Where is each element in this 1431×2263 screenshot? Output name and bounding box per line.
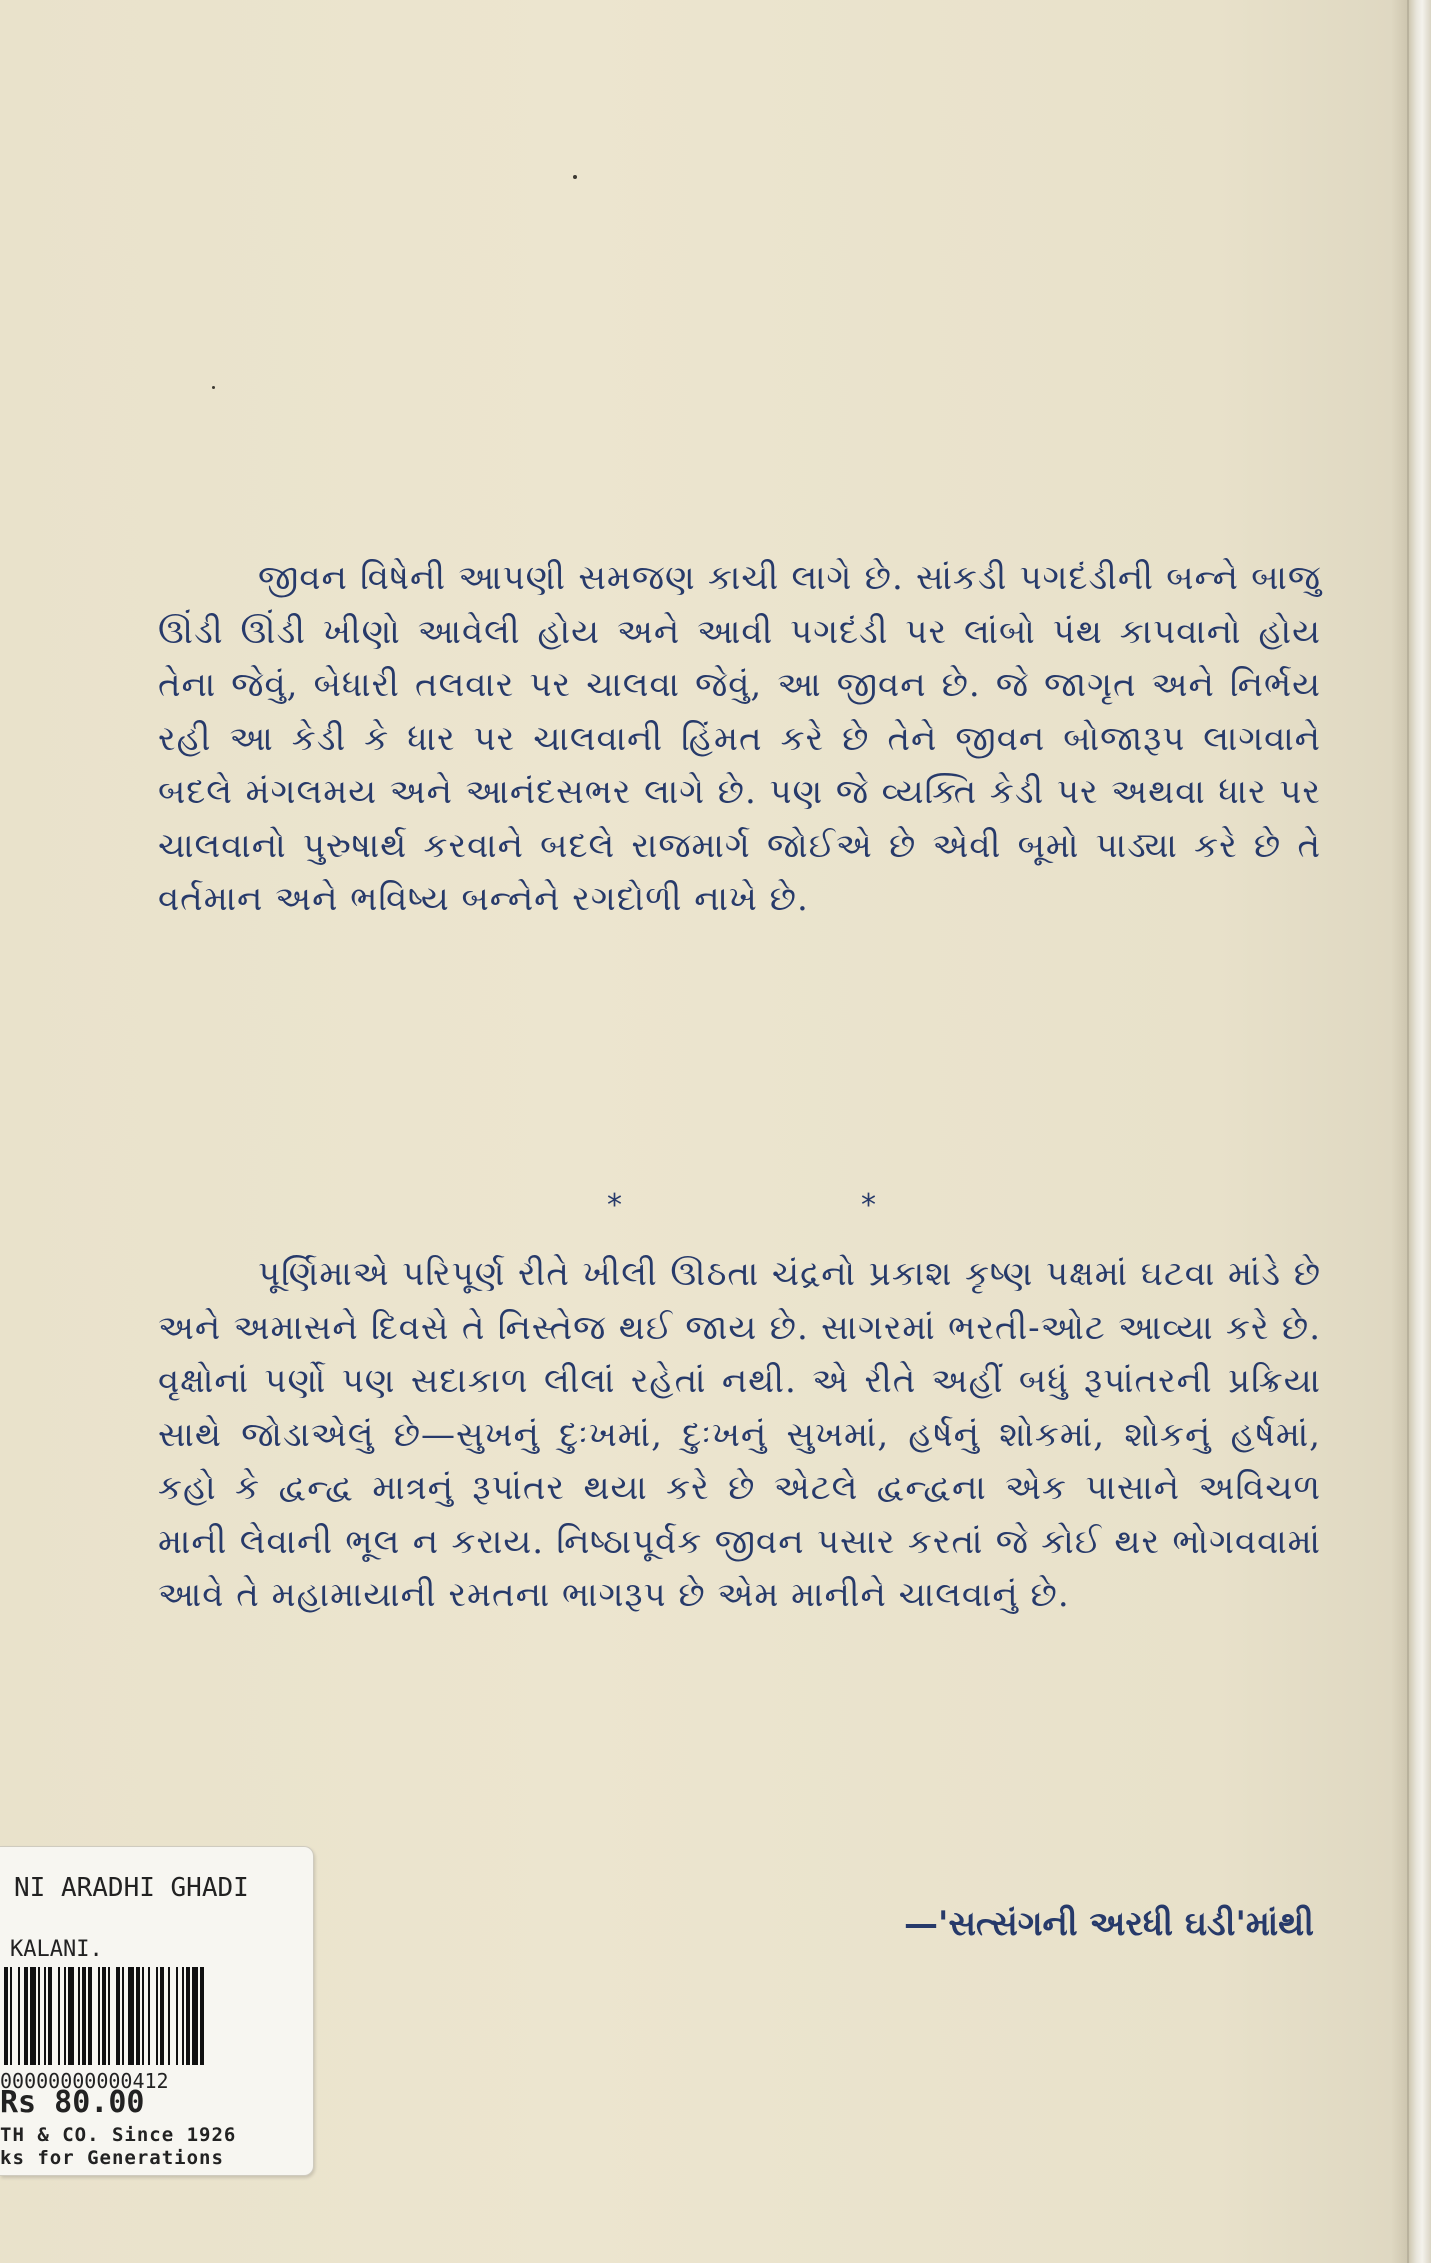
barcode-bar [64,1967,66,2065]
barcode-bar [24,1967,28,2065]
barcode-bar [136,1967,140,2065]
barcode-bar [10,1967,12,2065]
price-sticker [0,1846,314,2176]
barcode-bar [88,1967,92,2065]
barcode-bar [182,1967,184,2065]
barcode-bar [116,1967,120,2065]
barcode-bar [176,1967,178,2065]
barcode-bar [98,1967,100,2065]
barcode-bar [200,1967,204,2065]
barcode [0,1967,310,2065]
barcode-bar [30,1967,36,2065]
cover-spine-edge [1407,0,1431,2263]
publisher-tagline: ks for Generations [0,2147,224,2169]
barcode-bar [82,1967,86,2065]
sticker-book-title: NI ARADHI GHADI [14,1873,249,1903]
barcode-bar [4,1967,8,2065]
publisher-line: TH & CO. Since 1926 [0,2124,237,2146]
barcode-bar [148,1967,150,2065]
barcode-bar [78,1967,80,2065]
barcode-bar [186,1967,190,2065]
barcode-bar [122,1967,124,2065]
blurb-paragraph-2: પૂર્ણિમાએ પરિપૂર્ણ રીતે ખીલી ઊઠતા ચંદ્રનો પ્રકાશ કૃષ્ણ પક્ષમાં ઘટવા માંડે છે અને અમાસને દિવસે તે નિસ્તેજ થઈ જાય છે. સાગરમાં ભરતી-ઓટ આવ્યા કરે છે. વૃક્ષોનાં પર્ણો પણ સદાકાળ લીલાં રહેતાં નથી. એ રીતે અહીં બધું રૂપાંતરની પ્રક્રિયા સાથે જોડાએલું છે—સુખનું દુઃખમાં, દુઃખનું સુખમાં, હર્ષનું શોકમાં, શોકનું હર્ષમાં, કહો કે દ્વન્દ્વ માત્રનું રૂપાંતર થયા કરે છે એટલે દ્વન્દ્વના એક પાસાને અવિચળ માની લેવાની ભૂલ ન કરાય. નિષ્ઠાપૂર્વક જીવન પસાર કરતાં જે કોઈ થર ભોગવવામાં આવે તે મહામાયાની રમતના ભાગરૂપ છે એમ માનીને ચાલવાનું છે. [158,1254,1321,1615]
barcode-bar [48,1967,52,2065]
divider-star-right: * [861,1188,876,1223]
barcode-bar [38,1967,40,2065]
barcode-bar [58,1967,60,2065]
barcode-bar [168,1967,170,2065]
quote-attribution: —'સત્સંગની અરધી ઘડી'માંથી [904,1904,1314,1944]
barcode-bar [160,1967,164,2065]
price-label: Rs 80.00 [0,2085,145,2120]
paper-speck [573,175,577,179]
barcode-bar [142,1967,144,2065]
barcode-bar [156,1967,158,2065]
barcode-number: 00000000000412 [0,2069,169,2093]
barcode-bar [102,1967,106,2065]
barcode-bar [128,1967,134,2065]
sticker-author: KALANI. [10,1937,103,1962]
barcode-bar [68,1967,74,2065]
blurb-paragraph-1: જીવન વિષેની આપણી સમજણ કાચી લાગે છે. સાંકડી પગદંડીની બન્ને બાજુ ઊંડી ઊંડી ખીણો આવેલી હોય અને આવી પગદંડી પર લાંબો પંથ કાપવાનો હોય તેના જેવું, બેધારી તલવાર પર ચાલવા જેવું, આ જીવન છે. જે જાગૃત અને નિર્ભય રહી આ કેડી કે ધાર પર ચાલવાની હિંમત કરે છે તેને જીવન બોજારૂપ લાગવાને બદલે મંગલમય અને આનંદસભર લાગે છે. પણ જે વ્યક્તિ કેડી પર અથવા ધાર પર ચાલવાનો પુરુષાર્થ કરવાને બદલે રાજમાર્ગ જોઈએ છે એવી બૂમો પાડ્યા કરે છે તે વર્તમાન અને ભવિષ્ય બન્નેને રગદોળી નાખે છે. [158,558,1321,919]
divider-star-left: * [607,1188,622,1223]
barcode-bar [44,1967,46,2065]
barcode-bar [18,1967,20,2065]
section-divider [0,1188,1431,1228]
barcode-bar [192,1967,198,2065]
barcode-bar [108,1967,110,2065]
paper-speck [212,386,215,389]
